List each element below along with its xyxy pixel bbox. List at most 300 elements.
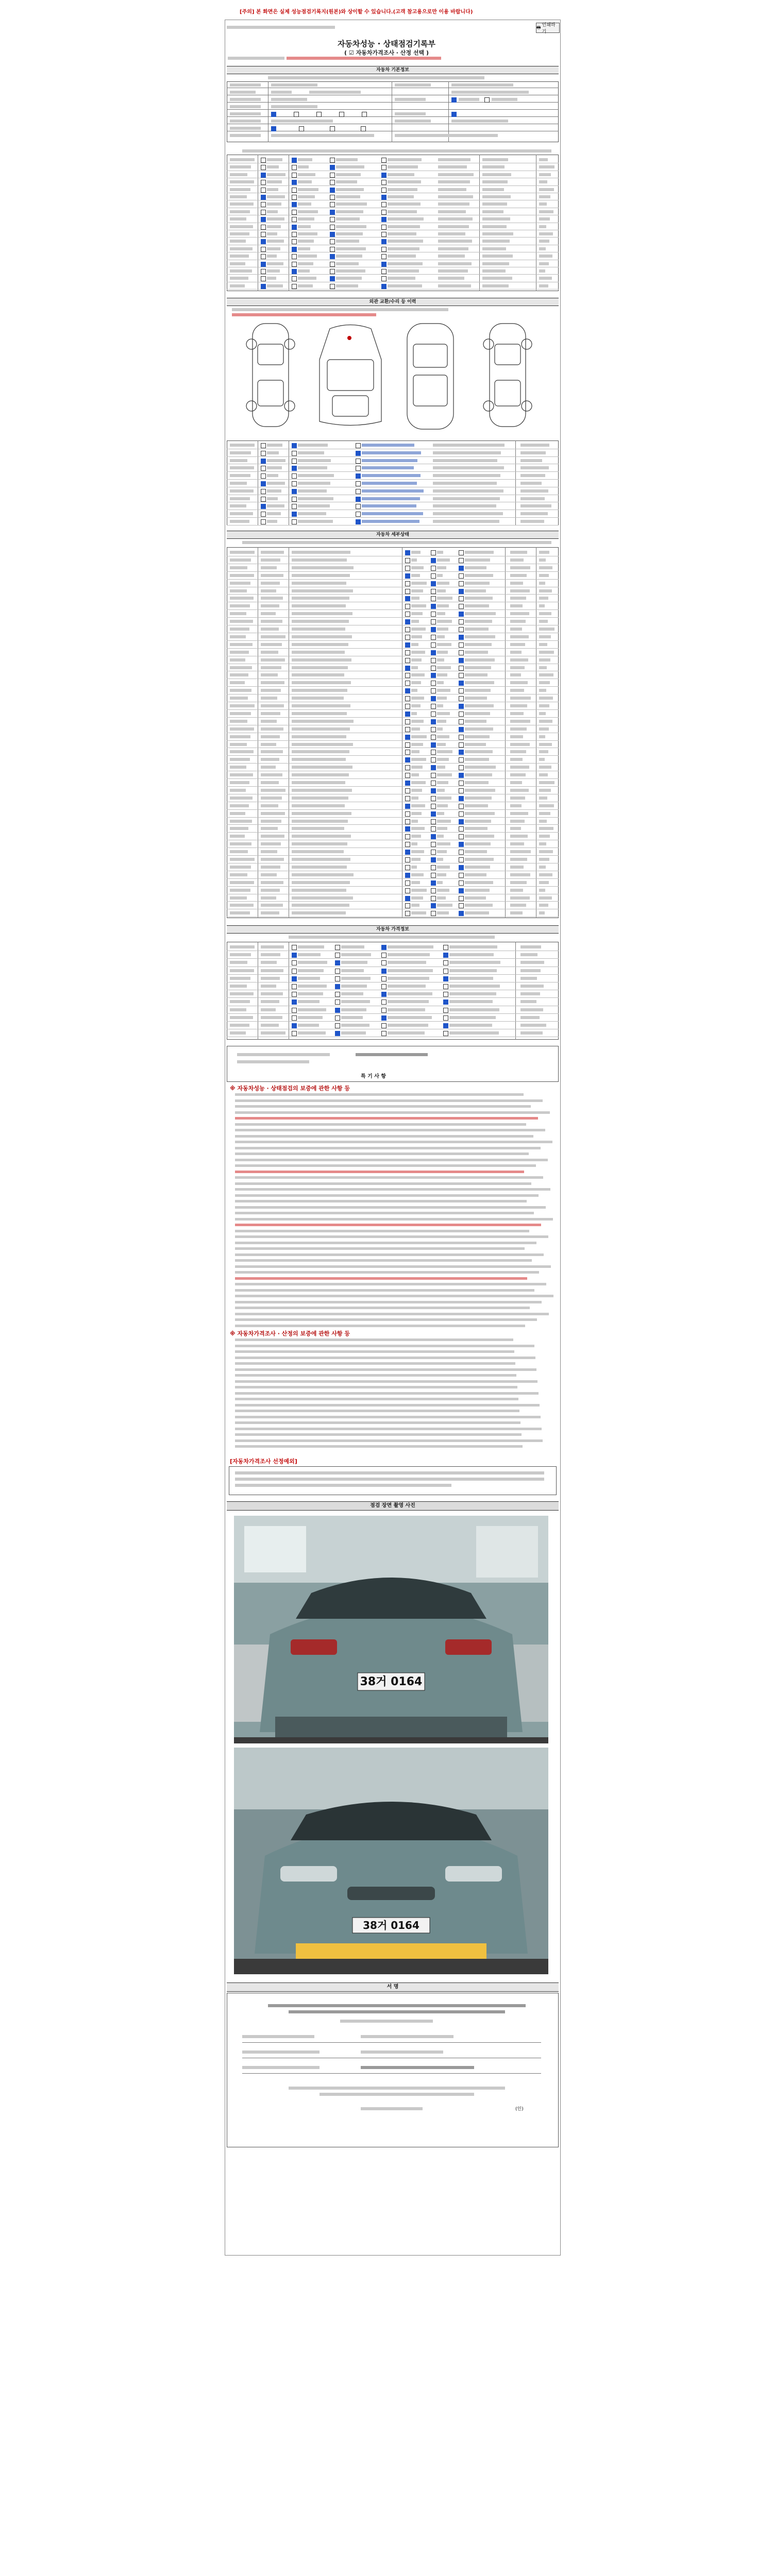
- cell-text: [510, 866, 524, 869]
- cell-text: [388, 1024, 428, 1027]
- notice-text-line: [235, 1357, 535, 1359]
- red-warning-line: [287, 57, 441, 60]
- checkbox: [292, 284, 297, 289]
- field-label: [230, 91, 256, 94]
- cell-text: [539, 620, 548, 623]
- cell-text: [438, 255, 465, 258]
- cell-text: [539, 225, 546, 228]
- notice-text-line: [235, 1338, 513, 1341]
- cell-text: [465, 812, 495, 815]
- signature-box: [227, 1993, 559, 2147]
- cell-text: [449, 992, 496, 995]
- cell-text: [510, 681, 528, 684]
- cell-text: [362, 459, 417, 462]
- cell-text: [539, 735, 545, 738]
- cell-text: [341, 961, 367, 964]
- checkbox: [431, 850, 436, 855]
- price-header: [227, 925, 559, 934]
- checkbox: [431, 735, 436, 740]
- cell-text: [520, 497, 545, 500]
- checkbox: [381, 976, 386, 981]
- cell-text: [510, 712, 524, 715]
- cell-text: [510, 796, 525, 800]
- cell-text: [539, 697, 553, 700]
- cell-text: [465, 773, 492, 776]
- field-label: [230, 120, 261, 123]
- print-button[interactable]: [536, 23, 560, 33]
- cell-text: [465, 574, 493, 577]
- cell-text: [292, 789, 352, 792]
- car-top-icon: [407, 324, 453, 429]
- checkbox: [381, 210, 386, 215]
- signature-role: [242, 2066, 320, 2069]
- row-divider: [227, 289, 559, 290]
- cell-text: [539, 666, 547, 669]
- cell-text: [411, 551, 421, 554]
- car-front-top-icon: [320, 325, 381, 426]
- cell-text: [510, 850, 531, 853]
- checkbox: [381, 1015, 386, 1021]
- cell-text: [388, 277, 415, 280]
- legend-line-red: [232, 313, 376, 316]
- cell-text: [298, 953, 321, 956]
- cell-text: [438, 202, 469, 206]
- notice-text-line: [235, 1325, 525, 1327]
- cell-text: [411, 773, 419, 776]
- cell-text: [465, 889, 490, 892]
- cell-text: [230, 165, 251, 168]
- cell-text: [336, 240, 359, 243]
- checkbox: [431, 896, 436, 901]
- cell-text: [411, 589, 423, 592]
- cell-text: [539, 835, 550, 838]
- checkbox: [405, 796, 410, 801]
- col-divider: [515, 942, 516, 1040]
- cell-text: [539, 240, 549, 243]
- cell-text: [261, 835, 284, 838]
- cell-text: [433, 520, 499, 523]
- notice-text-line: [235, 1141, 552, 1143]
- cell-text: [510, 812, 528, 815]
- car-diagram-top: [232, 318, 557, 437]
- cell-text: [539, 582, 545, 585]
- cell-text: [465, 781, 489, 784]
- checkbox: [459, 688, 464, 693]
- cell-text: [438, 225, 469, 228]
- cell-text: [510, 651, 522, 654]
- checkbox: [443, 976, 448, 981]
- cell-text: [438, 240, 472, 243]
- cell-text: [292, 827, 344, 830]
- print-button-label: 인쇄하기: [542, 23, 556, 35]
- cell-text: [230, 444, 255, 447]
- cell-text: [539, 911, 545, 914]
- checkbox: [431, 834, 436, 839]
- cell-text: [520, 1016, 540, 1019]
- row-divider: [227, 185, 559, 186]
- cell-text: [437, 850, 447, 853]
- cell-text: [267, 482, 285, 485]
- cell-text: [438, 277, 464, 280]
- checkbox: [261, 519, 266, 524]
- cell-text: [510, 658, 528, 662]
- checkbox: [459, 819, 464, 824]
- notice-text-line: [235, 1433, 522, 1436]
- cell-text: [411, 743, 423, 746]
- cell-text: [510, 612, 529, 615]
- checkbox: [381, 239, 386, 244]
- field-value: [309, 91, 361, 94]
- cell-text: [341, 1031, 366, 1035]
- checkbox: [292, 481, 297, 486]
- cell-text: [411, 758, 426, 761]
- cell-text: [341, 953, 371, 956]
- cell-text: [437, 612, 445, 615]
- row-divider: [227, 1013, 559, 1014]
- cell-text: [230, 620, 253, 623]
- checkbox: [330, 158, 335, 163]
- cell-text: [261, 681, 284, 684]
- cell-text: [230, 202, 254, 206]
- inspector-line: [237, 1060, 309, 1063]
- cell-text: [230, 820, 252, 823]
- inspector-line: [237, 1053, 330, 1056]
- checkbox: [330, 188, 335, 193]
- row-divider: [227, 755, 559, 756]
- checkbox: [459, 911, 464, 916]
- field-value: [271, 120, 333, 123]
- cell-text: [520, 512, 548, 515]
- checkbox: [335, 960, 340, 965]
- cell-text: [539, 866, 546, 869]
- checkbox: [299, 126, 304, 131]
- cell-text: [437, 758, 449, 761]
- cell-text: [411, 697, 424, 700]
- cell-text: [230, 789, 246, 792]
- cell-text: [433, 444, 505, 447]
- cell-text: [292, 558, 347, 562]
- row-divider: [227, 274, 559, 275]
- cell-text: [388, 1031, 425, 1035]
- cell-text: [388, 232, 416, 235]
- cell-text: [298, 202, 311, 206]
- section-note: [242, 541, 551, 544]
- checkbox: [261, 473, 266, 479]
- cell-text: [539, 727, 549, 731]
- cell-text: [438, 173, 474, 176]
- cell-text: [261, 1024, 279, 1027]
- row-divider: [227, 878, 559, 879]
- cell-text: [510, 827, 521, 830]
- cell-text: [230, 704, 255, 707]
- cell-text: [438, 247, 468, 250]
- row-divider: [227, 709, 559, 710]
- notice-text-line: [235, 1093, 524, 1096]
- cell-text: [292, 766, 352, 769]
- checkbox: [292, 497, 297, 502]
- cell-text: [437, 773, 452, 776]
- cell-text: [539, 842, 546, 845]
- notice-text-line: [235, 1188, 550, 1191]
- cell-text: [388, 269, 419, 273]
- checkbox: [261, 210, 266, 215]
- cell-text: [539, 232, 553, 235]
- cell-text: [510, 620, 526, 623]
- cell-text: [230, 612, 246, 615]
- cell-text: [230, 225, 253, 228]
- notice-text-line: [235, 1368, 536, 1371]
- checkbox: [459, 857, 464, 862]
- checkbox: [459, 865, 464, 870]
- cell-text: [520, 985, 544, 988]
- cell-text: [292, 551, 350, 554]
- notice-text-line: [235, 1277, 527, 1280]
- cell-text: [230, 188, 250, 191]
- row-divider: [227, 786, 559, 787]
- cell-text: [438, 269, 468, 273]
- checkbox: [292, 976, 297, 981]
- checkbox: [292, 210, 297, 215]
- cell-text: [362, 482, 417, 485]
- cell-text: [261, 945, 284, 948]
- cell-text: [336, 255, 362, 258]
- cell-text: [539, 773, 548, 776]
- checkbox: [356, 451, 361, 456]
- cell-text: [261, 820, 281, 823]
- cell-text: [539, 255, 552, 258]
- checkbox: [356, 489, 361, 494]
- cell-text: [261, 750, 283, 753]
- cell-text: [520, 953, 537, 956]
- cell-text: [388, 1000, 429, 1003]
- cell-text: [449, 1016, 496, 1019]
- cell-text: [437, 827, 447, 830]
- signature-date: [340, 2020, 433, 2023]
- cell-text: [230, 628, 249, 631]
- cell-text: [539, 789, 551, 792]
- notice-text-line: [235, 1428, 542, 1430]
- cell-text: [411, 666, 418, 669]
- cell-text: [292, 773, 349, 776]
- cell-text: [388, 969, 433, 972]
- cell-text: [510, 551, 527, 554]
- checkbox: [459, 873, 464, 878]
- cell-text: [230, 643, 253, 646]
- cell-text: [230, 985, 247, 988]
- signature-name: [361, 2050, 443, 2054]
- cell-text: [388, 262, 423, 265]
- cell-text: [261, 977, 280, 980]
- row-divider: [227, 855, 559, 856]
- cell-text: [539, 820, 547, 823]
- checkbox: [339, 112, 344, 117]
- checkbox: [459, 635, 464, 640]
- cell-text: [292, 597, 349, 600]
- cell-text: [298, 173, 315, 176]
- cell-text: [261, 651, 278, 654]
- cell-text: [433, 451, 501, 454]
- checkbox: [443, 969, 448, 974]
- checkbox: [459, 727, 464, 732]
- cell-text: [230, 459, 247, 462]
- cell-text: [267, 225, 281, 228]
- checkbox: [261, 173, 266, 178]
- checkbox: [431, 581, 436, 586]
- checkbox: [405, 673, 410, 678]
- notice-title-1: ※ 자동차성능 · 상태점검의 보증에 관한 사항 등: [230, 1085, 350, 1092]
- notice-box-title: [자동차가격조사 선정예외]: [230, 1458, 297, 1465]
- cell-text: [539, 217, 550, 221]
- checkbox: [405, 581, 410, 586]
- cell-text: [388, 953, 430, 956]
- checkbox: [459, 796, 464, 801]
- cell-text: [261, 804, 278, 807]
- field-value: [271, 98, 307, 101]
- cell-text: [261, 566, 277, 569]
- cell-text: [298, 459, 331, 462]
- car-side-right-icon: [483, 324, 532, 427]
- checkbox: [459, 880, 464, 886]
- cell-text: [437, 735, 449, 738]
- cell-text: [465, 620, 492, 623]
- cell-text: [438, 210, 466, 213]
- cell-text: [362, 444, 414, 447]
- cell-text: [388, 945, 433, 948]
- checkbox: [292, 225, 297, 230]
- cell-text: [510, 604, 523, 607]
- cell-text: [267, 451, 279, 454]
- cell-text: [411, 896, 423, 900]
- checkbox: [405, 573, 410, 579]
- cell-text: [267, 188, 278, 191]
- cell-text: [465, 873, 486, 876]
- cell-text: [437, 643, 451, 646]
- signature-footnote: [320, 2093, 474, 2096]
- cell-text: [230, 743, 247, 746]
- cell-text: [230, 842, 251, 845]
- notice-text-line: [235, 1129, 545, 1131]
- cell-text: [292, 881, 350, 884]
- cell-text: [510, 750, 526, 753]
- checkbox: [405, 757, 410, 762]
- checkbox: [381, 232, 386, 237]
- cell-text: [539, 277, 552, 280]
- cell-text: [261, 781, 279, 784]
- cell-text: [520, 977, 537, 980]
- cell-text: [230, 835, 245, 838]
- notice-text-line: [235, 1259, 532, 1262]
- checkbox: [330, 126, 335, 131]
- cell-text: [411, 873, 424, 876]
- checkbox: [292, 504, 297, 509]
- checkbox: [405, 896, 410, 901]
- checkbox: [431, 635, 436, 640]
- cell-text: [261, 735, 280, 738]
- cell-text: [267, 195, 285, 198]
- cell-text: [230, 466, 254, 469]
- notice-text-line: [235, 1439, 543, 1442]
- checkbox: [335, 976, 340, 981]
- cell-text: [230, 558, 251, 562]
- checkbox: [261, 247, 266, 252]
- checkbox: [431, 842, 436, 847]
- cell-text: [267, 520, 277, 523]
- checkbox: [381, 247, 386, 252]
- cell-text: [298, 210, 318, 213]
- cell-text: [267, 210, 278, 213]
- cell-text: [298, 444, 328, 447]
- checkbox: [431, 589, 436, 594]
- cell-text: [510, 689, 524, 692]
- checkbox: [356, 504, 361, 509]
- checkbox: [381, 1008, 386, 1013]
- cell-text: [230, 773, 253, 776]
- checkbox: [292, 512, 297, 517]
- cell-text: [438, 180, 470, 183]
- cell-text: [437, 582, 449, 585]
- checkbox: [431, 888, 436, 893]
- cell-text: [411, 889, 427, 892]
- checkbox: [431, 788, 436, 793]
- cell-text: [437, 689, 450, 692]
- cell-text: [362, 489, 424, 493]
- cell-text: [292, 574, 350, 577]
- cell-text: [292, 566, 354, 569]
- cell-text: [433, 512, 503, 515]
- checkbox: [405, 781, 410, 786]
- cell-text: [230, 589, 247, 592]
- cell-text: [388, 188, 417, 191]
- cell-text: [539, 558, 546, 562]
- cell-text: [438, 195, 473, 198]
- cell-text: [336, 232, 363, 235]
- cell-text: [437, 712, 450, 715]
- field-label: [395, 112, 426, 115]
- cell-text: [298, 188, 318, 191]
- cell-text: [336, 165, 364, 168]
- checkbox: [261, 217, 266, 222]
- checkbox: [405, 811, 410, 817]
- checkbox: [330, 254, 335, 259]
- cell-text: [437, 566, 446, 569]
- inspection-photo-rear: [234, 1516, 548, 1743]
- cell-text: [298, 158, 312, 161]
- cell-text: [520, 459, 542, 462]
- cell-text: [437, 889, 449, 892]
- cell-text: [411, 704, 421, 707]
- cell-text: [482, 232, 513, 235]
- checkbox: [292, 960, 297, 965]
- checkbox: [261, 269, 266, 274]
- checkbox: [330, 165, 335, 170]
- checkbox: [356, 481, 361, 486]
- cell-text: [230, 210, 250, 213]
- cell-text: [465, 720, 486, 723]
- cell-text: [292, 620, 349, 623]
- cell-text: [388, 165, 418, 168]
- cell-text: [261, 889, 280, 892]
- cell-text: [261, 628, 279, 631]
- cell-text: [437, 697, 447, 700]
- cell-text: [510, 735, 523, 738]
- checkbox: [261, 489, 266, 494]
- cell-text: [267, 277, 276, 280]
- cell-text: [449, 969, 497, 972]
- cell-text: [292, 666, 348, 669]
- checkbox: [431, 819, 436, 824]
- checkbox: [443, 1023, 448, 1028]
- cell-text: [362, 466, 414, 469]
